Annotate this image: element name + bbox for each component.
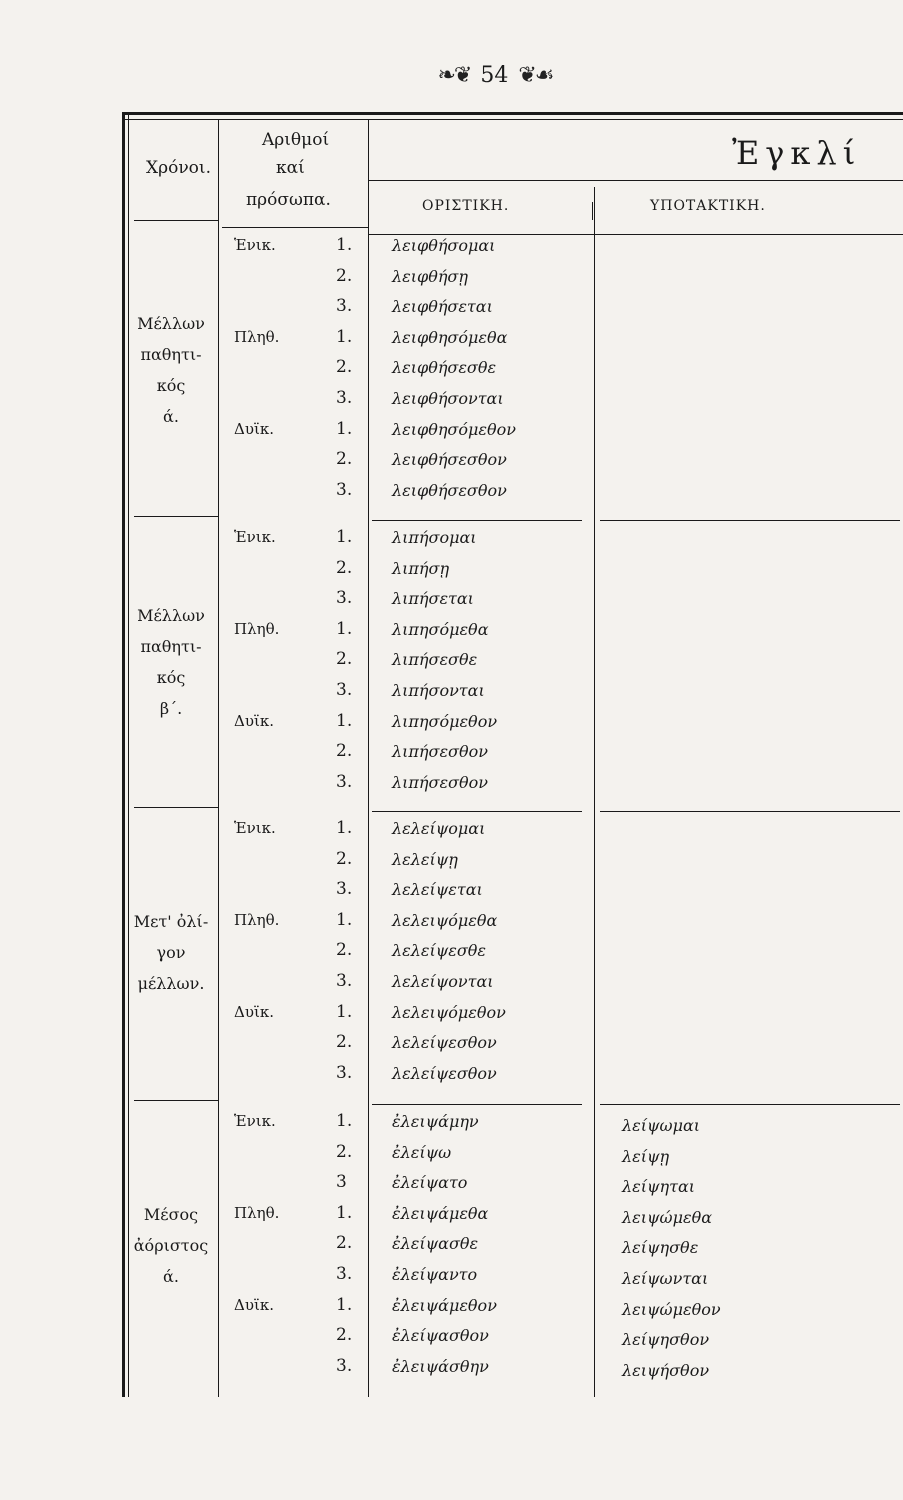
person-number: 3.: [336, 1355, 353, 1376]
tense-label: παθητι-: [140, 636, 202, 656]
indicative-form: λειφθήσεσθε: [392, 358, 497, 378]
header-numbers-line1: Αριθμοί: [262, 130, 330, 150]
indicative-form: λελειψόμεθον: [392, 1002, 506, 1022]
indicative-form: λειφθήσεσθον: [392, 480, 507, 500]
person-number: 2.: [336, 1032, 353, 1053]
number-label: Δυϊκ.: [234, 1295, 274, 1314]
person-number: 2.: [336, 557, 353, 578]
person-number: 2.: [336, 741, 353, 762]
number-label: Δυϊκ.: [234, 711, 274, 730]
subjunctive-form: λείψηται: [622, 1177, 696, 1197]
tense-label: παθητι-: [140, 344, 202, 364]
section-separator: [134, 516, 218, 517]
indicative-form: λειφθήσονται: [392, 389, 504, 408]
subjunctive-form: λείψησθε: [622, 1238, 699, 1258]
subjunctive-form: λειψώμεθον: [622, 1299, 721, 1319]
person-number: 3.: [336, 1062, 353, 1083]
tense-label: κός: [156, 667, 186, 687]
section-separator-subj: [600, 811, 900, 812]
subjunctive-form: λείψῃ: [622, 1146, 670, 1166]
section-separator: [134, 1100, 218, 1101]
subjunctive-form: λείψησθον: [622, 1330, 710, 1350]
person-number: 1.: [336, 618, 353, 639]
conjugation-table: [122, 112, 903, 1397]
header-numbers-line3: πρόσωπα.: [246, 190, 331, 210]
person-number: 1.: [336, 1294, 353, 1315]
header-indicative: ΟΡΙΣΤΙΚΗ.: [422, 198, 510, 214]
subjunctive-form: λείψωμαι: [622, 1116, 701, 1135]
person-number: 1.: [336, 909, 353, 930]
indicative-form: λιπησόμεθον: [392, 711, 498, 731]
header-subjunctive: ΥΠΟΤΑΚΤΙΚΗ.: [650, 198, 766, 214]
number-label: Πληθ.: [234, 910, 280, 929]
ornament-left-icon: ❧❦: [437, 62, 471, 88]
number-label: Ἑνικ.: [234, 236, 276, 254]
indicative-form: λιπήσῃ: [392, 558, 450, 578]
person-number: 1.: [336, 235, 353, 255]
indicative-form: ἐλείψατο: [392, 1173, 468, 1193]
person-number: 3.: [336, 296, 353, 317]
number-label: Πληθ.: [234, 1203, 280, 1222]
header-rule-mid: [222, 227, 368, 228]
person-number: 2.: [336, 649, 353, 670]
indicative-form: ἐλειψάσθην: [392, 1356, 489, 1376]
indicative-form: λιπήσονται: [392, 681, 485, 700]
header-mood-divider: [592, 202, 593, 220]
person-number: 1.: [336, 710, 353, 731]
header-tenses: Χρόνοι.: [146, 158, 211, 178]
person-number: 2.: [336, 265, 353, 286]
person-number: 2.: [336, 1325, 353, 1346]
person-number: 3.: [336, 879, 353, 900]
indicative-form: λειφθήσομαι: [392, 236, 496, 255]
indicative-form: λιπήσεται: [392, 589, 474, 609]
person-number: 2.: [336, 848, 353, 869]
page-header: [380, 55, 610, 95]
header-rule-left: [134, 220, 218, 221]
indicative-form: ἐλείψαντο: [392, 1265, 478, 1284]
indicative-form: ἐλειψάμεθον: [392, 1295, 497, 1315]
number-label: Δυϊκ.: [234, 419, 274, 438]
subjunctive-form: λειψώμεθα: [622, 1207, 713, 1227]
indicative-form: λειφθησόμεθον: [392, 419, 516, 439]
top-double-rule: [122, 112, 903, 115]
section-separator-subj: [600, 520, 900, 521]
indicative-form: λιπήσεσθον: [392, 772, 488, 792]
page-number: 54: [480, 62, 509, 88]
person-number: 3.: [336, 771, 353, 792]
person-number: 3.: [336, 388, 353, 408]
indicative-form: λελειψόμεθα: [392, 910, 498, 930]
tense-label: κός: [156, 375, 186, 395]
indicative-form: ἐλείψασθον: [392, 1326, 489, 1346]
person-number: 2.: [336, 1141, 353, 1162]
person-number: 2.: [336, 449, 353, 470]
header-numbers-line2: καί: [276, 158, 305, 178]
section-separator-right: [372, 811, 582, 812]
tense-label: ἀόριστος: [133, 1236, 209, 1256]
indicative-form: ἐλείψω: [392, 1142, 452, 1162]
person-number: 2.: [336, 940, 353, 961]
ornament-right-icon: ❦☙: [518, 62, 553, 88]
person-number: 3.: [336, 1264, 353, 1284]
indicative-form: λιπήσεσθον: [392, 742, 488, 762]
indicative-form: λιπήσομαι: [392, 528, 477, 547]
indicative-form: λελείψεσθε: [392, 941, 486, 961]
indicative-form: λειφθήσεσθον: [392, 450, 507, 470]
person-number: 1.: [336, 818, 353, 838]
tense-label: μέλλων.: [137, 974, 205, 994]
person-number: 1.: [336, 418, 353, 439]
indicative-form: λελείψῃ: [392, 849, 458, 869]
person-number: 1.: [336, 1111, 353, 1131]
indicative-form: ἐλειψάμην: [392, 1112, 479, 1131]
subjunctive-form: λειψήσθον: [622, 1360, 710, 1380]
section-separator-right: [372, 520, 582, 521]
moods-title-rule: [368, 180, 903, 181]
indicative-form: λειφθήσῃ: [392, 266, 468, 286]
section-separator-subj: [600, 1104, 900, 1105]
col-rule-number: [368, 120, 369, 1397]
top-double-rule-inner: [122, 119, 903, 120]
number-label: Πληθ.: [234, 327, 280, 346]
person-number: 1.: [336, 1202, 353, 1223]
tense-label: β΄.: [159, 698, 183, 718]
subjunctive-form: λείψωνται: [622, 1269, 709, 1288]
indicative-form: λειφθήσεται: [392, 297, 493, 317]
person-number: 1.: [336, 1001, 353, 1022]
indicative-form: λελείψεται: [392, 880, 483, 900]
indicative-form: λελείψονται: [392, 972, 494, 991]
indicative-form: λελείψεσθον: [392, 1063, 497, 1083]
moods-title: Ἐγκλί: [732, 134, 862, 172]
indicative-form: ἐλειψάμεθα: [392, 1203, 489, 1223]
number-label: Πληθ.: [234, 619, 280, 638]
person-number: 3.: [336, 680, 353, 700]
indicative-form: λειφθησόμεθα: [392, 327, 508, 347]
number-label: Ἑνικ.: [234, 528, 276, 546]
indicative-form: λιπησόμεθα: [392, 619, 489, 639]
indicative-form: λελείψομαι: [392, 819, 486, 838]
person-number: 2.: [336, 357, 353, 378]
person-number: 3.: [336, 588, 353, 609]
number-label: Δυϊκ.: [234, 1002, 274, 1021]
indicative-form: λιπήσεσθε: [392, 650, 478, 670]
header-rule-right: [368, 234, 903, 235]
person-number: 3: [336, 1172, 347, 1193]
number-label: Ἑνικ.: [234, 819, 276, 837]
section-separator-right: [372, 1104, 582, 1105]
tense-label: Μέλλων: [137, 313, 205, 333]
tense-label: ά.: [163, 406, 179, 426]
number-label: Ἑνικ.: [234, 1112, 276, 1130]
section-separator: [134, 807, 218, 808]
col-rule-indicative: [594, 187, 595, 1397]
tense-label: ά.: [163, 1267, 179, 1287]
person-number: 1.: [336, 326, 353, 347]
person-number: 3.: [336, 479, 353, 500]
tense-label: Μετ' ὀλί-: [133, 912, 209, 932]
tense-label: Μέσος: [143, 1205, 199, 1225]
tense-label: γον: [156, 943, 186, 963]
indicative-form: λελείψεσθον: [392, 1033, 497, 1053]
person-number: 1.: [336, 527, 353, 547]
indicative-form: ἐλείψασθε: [392, 1234, 479, 1254]
person-number: 2.: [336, 1233, 353, 1254]
person-number: 3.: [336, 971, 353, 991]
tense-label: Μέλλων: [137, 605, 205, 625]
